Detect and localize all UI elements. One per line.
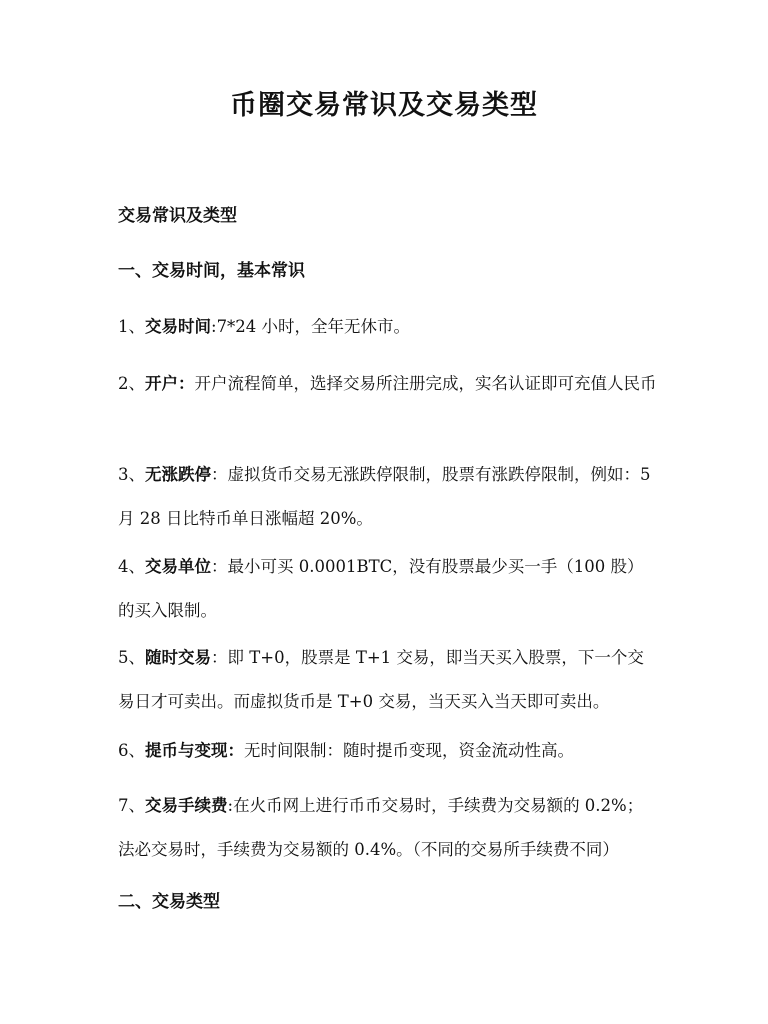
item-text: 最小可买 0.0001BTC，没有股票最少买一手（100 股）的买入限制。: [118, 557, 644, 620]
item-separator: :: [211, 317, 217, 336]
item-text: 7*24 小时，全年无休市。: [216, 317, 411, 336]
item-text: 在火币网上进行币币交易时，手续费为交易额的 0.2%；法必交易时，手续费为交易额的 0.4%。（不同的交易所手续费不同）: [118, 796, 644, 859]
item-term: 提币与变现: [145, 741, 228, 760]
item-number: 6、: [118, 741, 145, 760]
item-separator: ：: [211, 465, 228, 484]
item-term: 交易时间: [145, 317, 211, 336]
item-term: 无涨跌停: [145, 465, 211, 484]
item-number: 5、: [118, 648, 145, 667]
list-item: [118, 453, 658, 541]
item-number: 4、: [118, 557, 145, 576]
list-item: [118, 305, 658, 349]
item-term: 交易单位: [145, 557, 211, 576]
document-title: 币圈交易常识及交易类型: [230, 90, 538, 121]
list-item: [118, 729, 658, 773]
item-number: 2、: [118, 374, 145, 393]
item-text: 无时间限制：随时提币变现，资金流动性高。: [244, 741, 574, 760]
item-number: 7、: [118, 796, 145, 815]
list-item: [118, 784, 658, 872]
item-separator: ：: [178, 374, 195, 393]
list-item: [118, 545, 658, 633]
item-text: 虚拟货币交易无涨跌停限制，股票有涨跌停限制，例如：5 月 28 日比特币单日涨幅超 20%。: [118, 465, 651, 528]
item-separator: ：: [211, 557, 228, 576]
item-text: 即 T+0，股票是 T+1 交易，即当天买入股票，下一个交易日才可卖出。而虚拟货币是 T+0 交易，当天买入当天即可卖出。: [118, 648, 644, 711]
item-term: 开户: [145, 374, 178, 393]
item-separator: :: [227, 796, 234, 815]
item-term: 随时交易: [145, 648, 211, 667]
item-text: 开户流程简单，选择交易所注册完成，实名认证即可充值人民币: [194, 374, 657, 393]
part-two-heading: 二、交易类型: [118, 892, 220, 912]
item-term: 交易手续费: [145, 796, 228, 815]
item-number: 1、: [118, 317, 145, 336]
item-separator: ：: [211, 648, 228, 667]
item-number: 3、: [118, 465, 145, 484]
section-heading: 交易常识及类型: [118, 206, 237, 226]
list-item: [118, 362, 658, 406]
item-separator: ：: [227, 741, 244, 760]
part-one-heading: 一、交易时间，基本常识: [118, 261, 305, 281]
list-item: [118, 636, 658, 724]
